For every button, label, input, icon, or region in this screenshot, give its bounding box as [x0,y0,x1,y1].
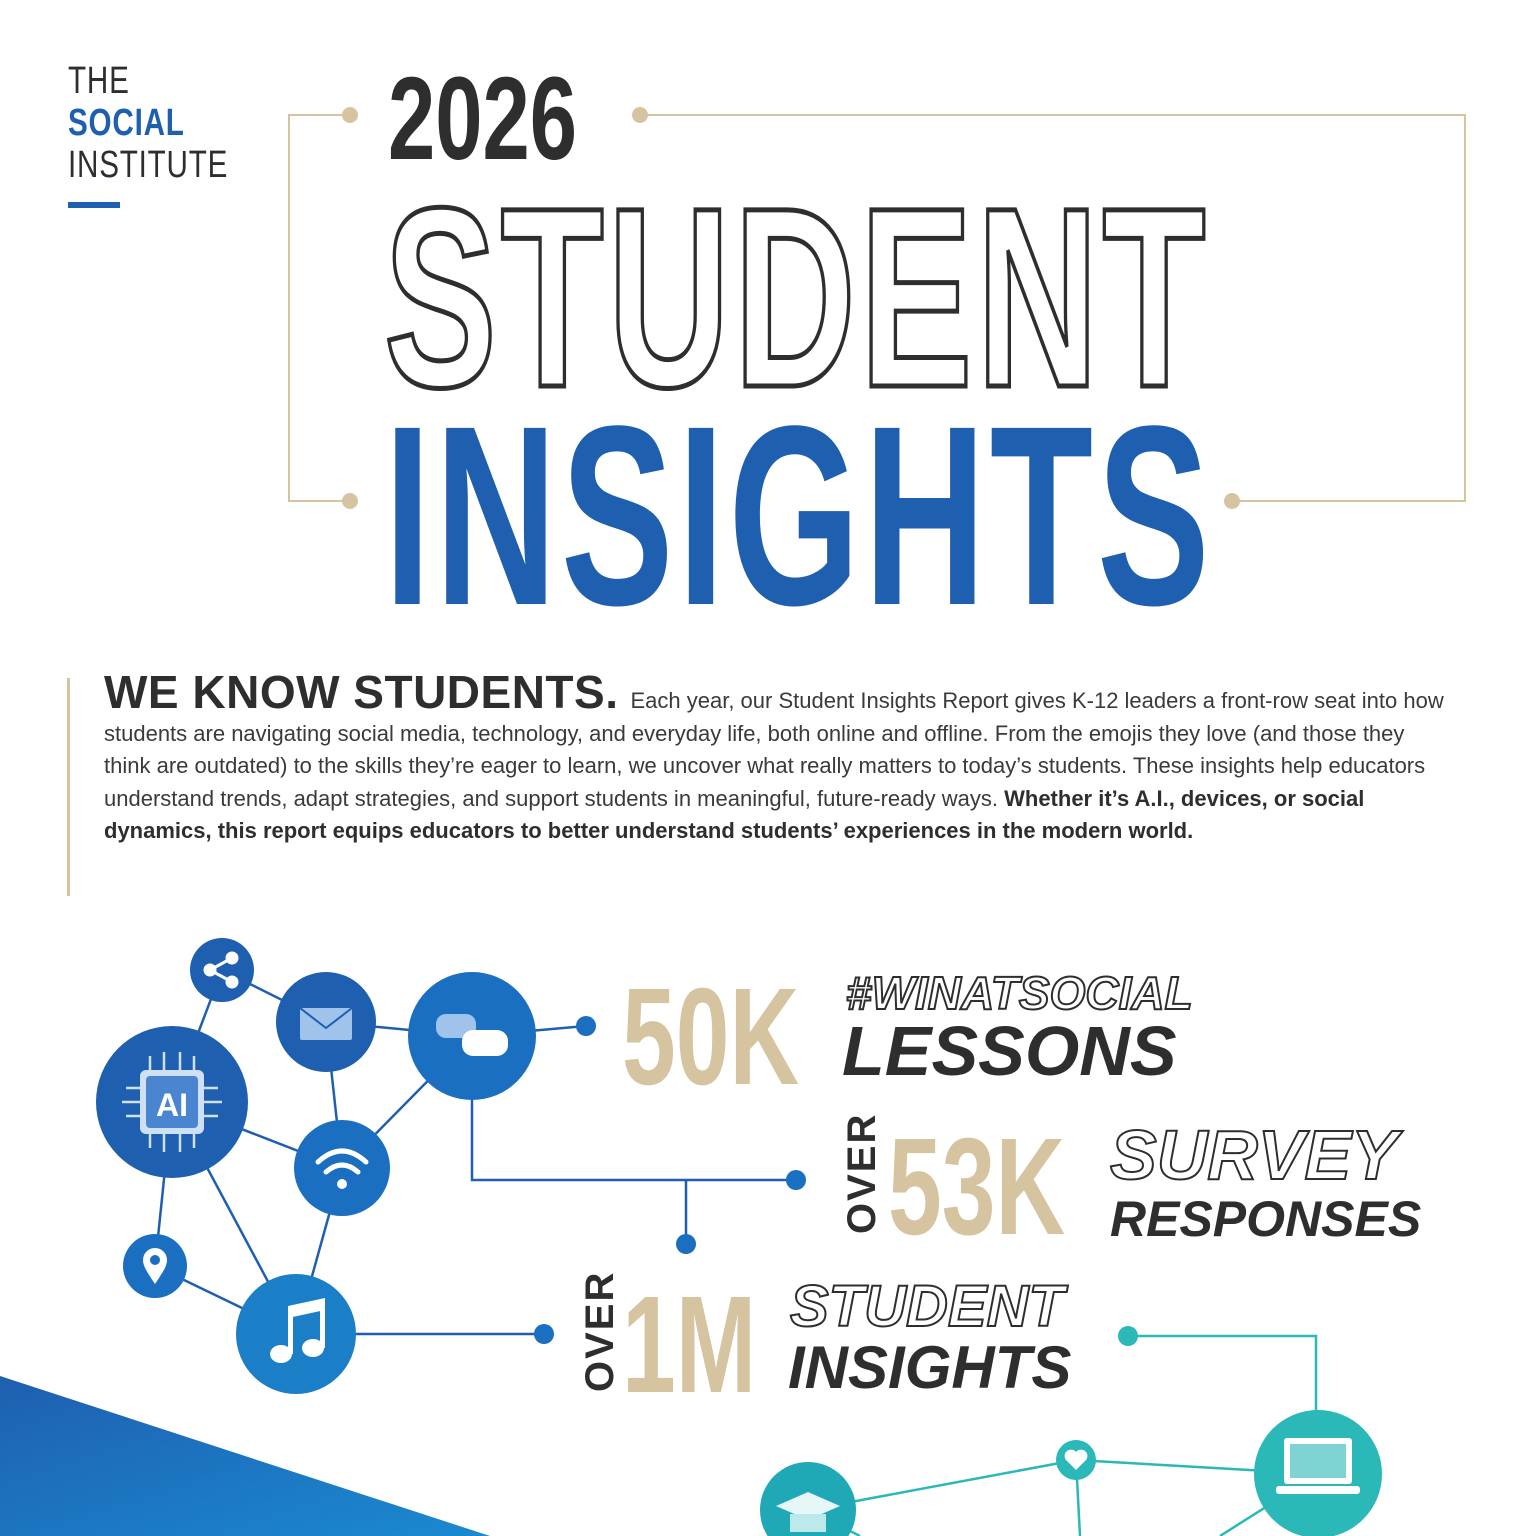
stat-prefix: OVER [578,1270,622,1392]
stat-label-outline: STUDENT [790,1274,1064,1339]
stat-number: 53K [888,1110,1066,1264]
stat-number: 1M [622,1268,757,1422]
mail-icon [276,972,376,1072]
stat-label-solid: LESSONS [842,1012,1177,1090]
ai-chip-label: AI [156,1087,188,1123]
music-note-icon [236,1274,356,1394]
intro-lead: WE KNOW STUDENTS. [104,666,619,718]
intro-emphasis: Whether it’s A.I., devices, or social dynamics, this report equips educators to better understand students’ experiences in the modern world. [104,785,1365,843]
graduation-cap-icon [760,1462,856,1536]
stat-label-outline: SURVEY [1110,1116,1398,1194]
corner-wedge [0,1376,490,1536]
location-pin-icon [123,1234,187,1298]
stat-label-solid: RESPONSES [1110,1191,1422,1247]
logo-line-social: SOCIAL [68,102,185,144]
wifi-icon [294,1120,390,1216]
heart-icon [1056,1440,1096,1480]
title-student: STUDENT [384,155,1210,441]
report-year: 2026 [388,53,578,185]
stat-label-solid: INSIGHTS [788,1334,1072,1401]
laptop-icon [1254,1410,1382,1536]
stat-number: 50K [622,960,800,1114]
title-insights: INSIGHTS [384,373,1214,659]
stat-prefix: OVER [840,1112,884,1234]
chat-icon [408,972,536,1100]
share-icon [190,938,254,1002]
stat-label-outline: #WINATSOCIAL [846,967,1193,1019]
logo-line-institute: INSTITUTE [68,144,229,186]
logo-line-the: THE [68,60,130,102]
intro-body: Each year, our Student Insights Report gives K-12 leaders a front-row seat into how students are navigating social media, technology, and everyday life, both online and offline. From the emojis they love (and those they think are outdated) to the skills they’re eager to learn, we uncover what really matters to today’s students. These insights help educators understand trends, adapt strategies, and support students in meaningful, future-ready ways. [104,688,1444,811]
